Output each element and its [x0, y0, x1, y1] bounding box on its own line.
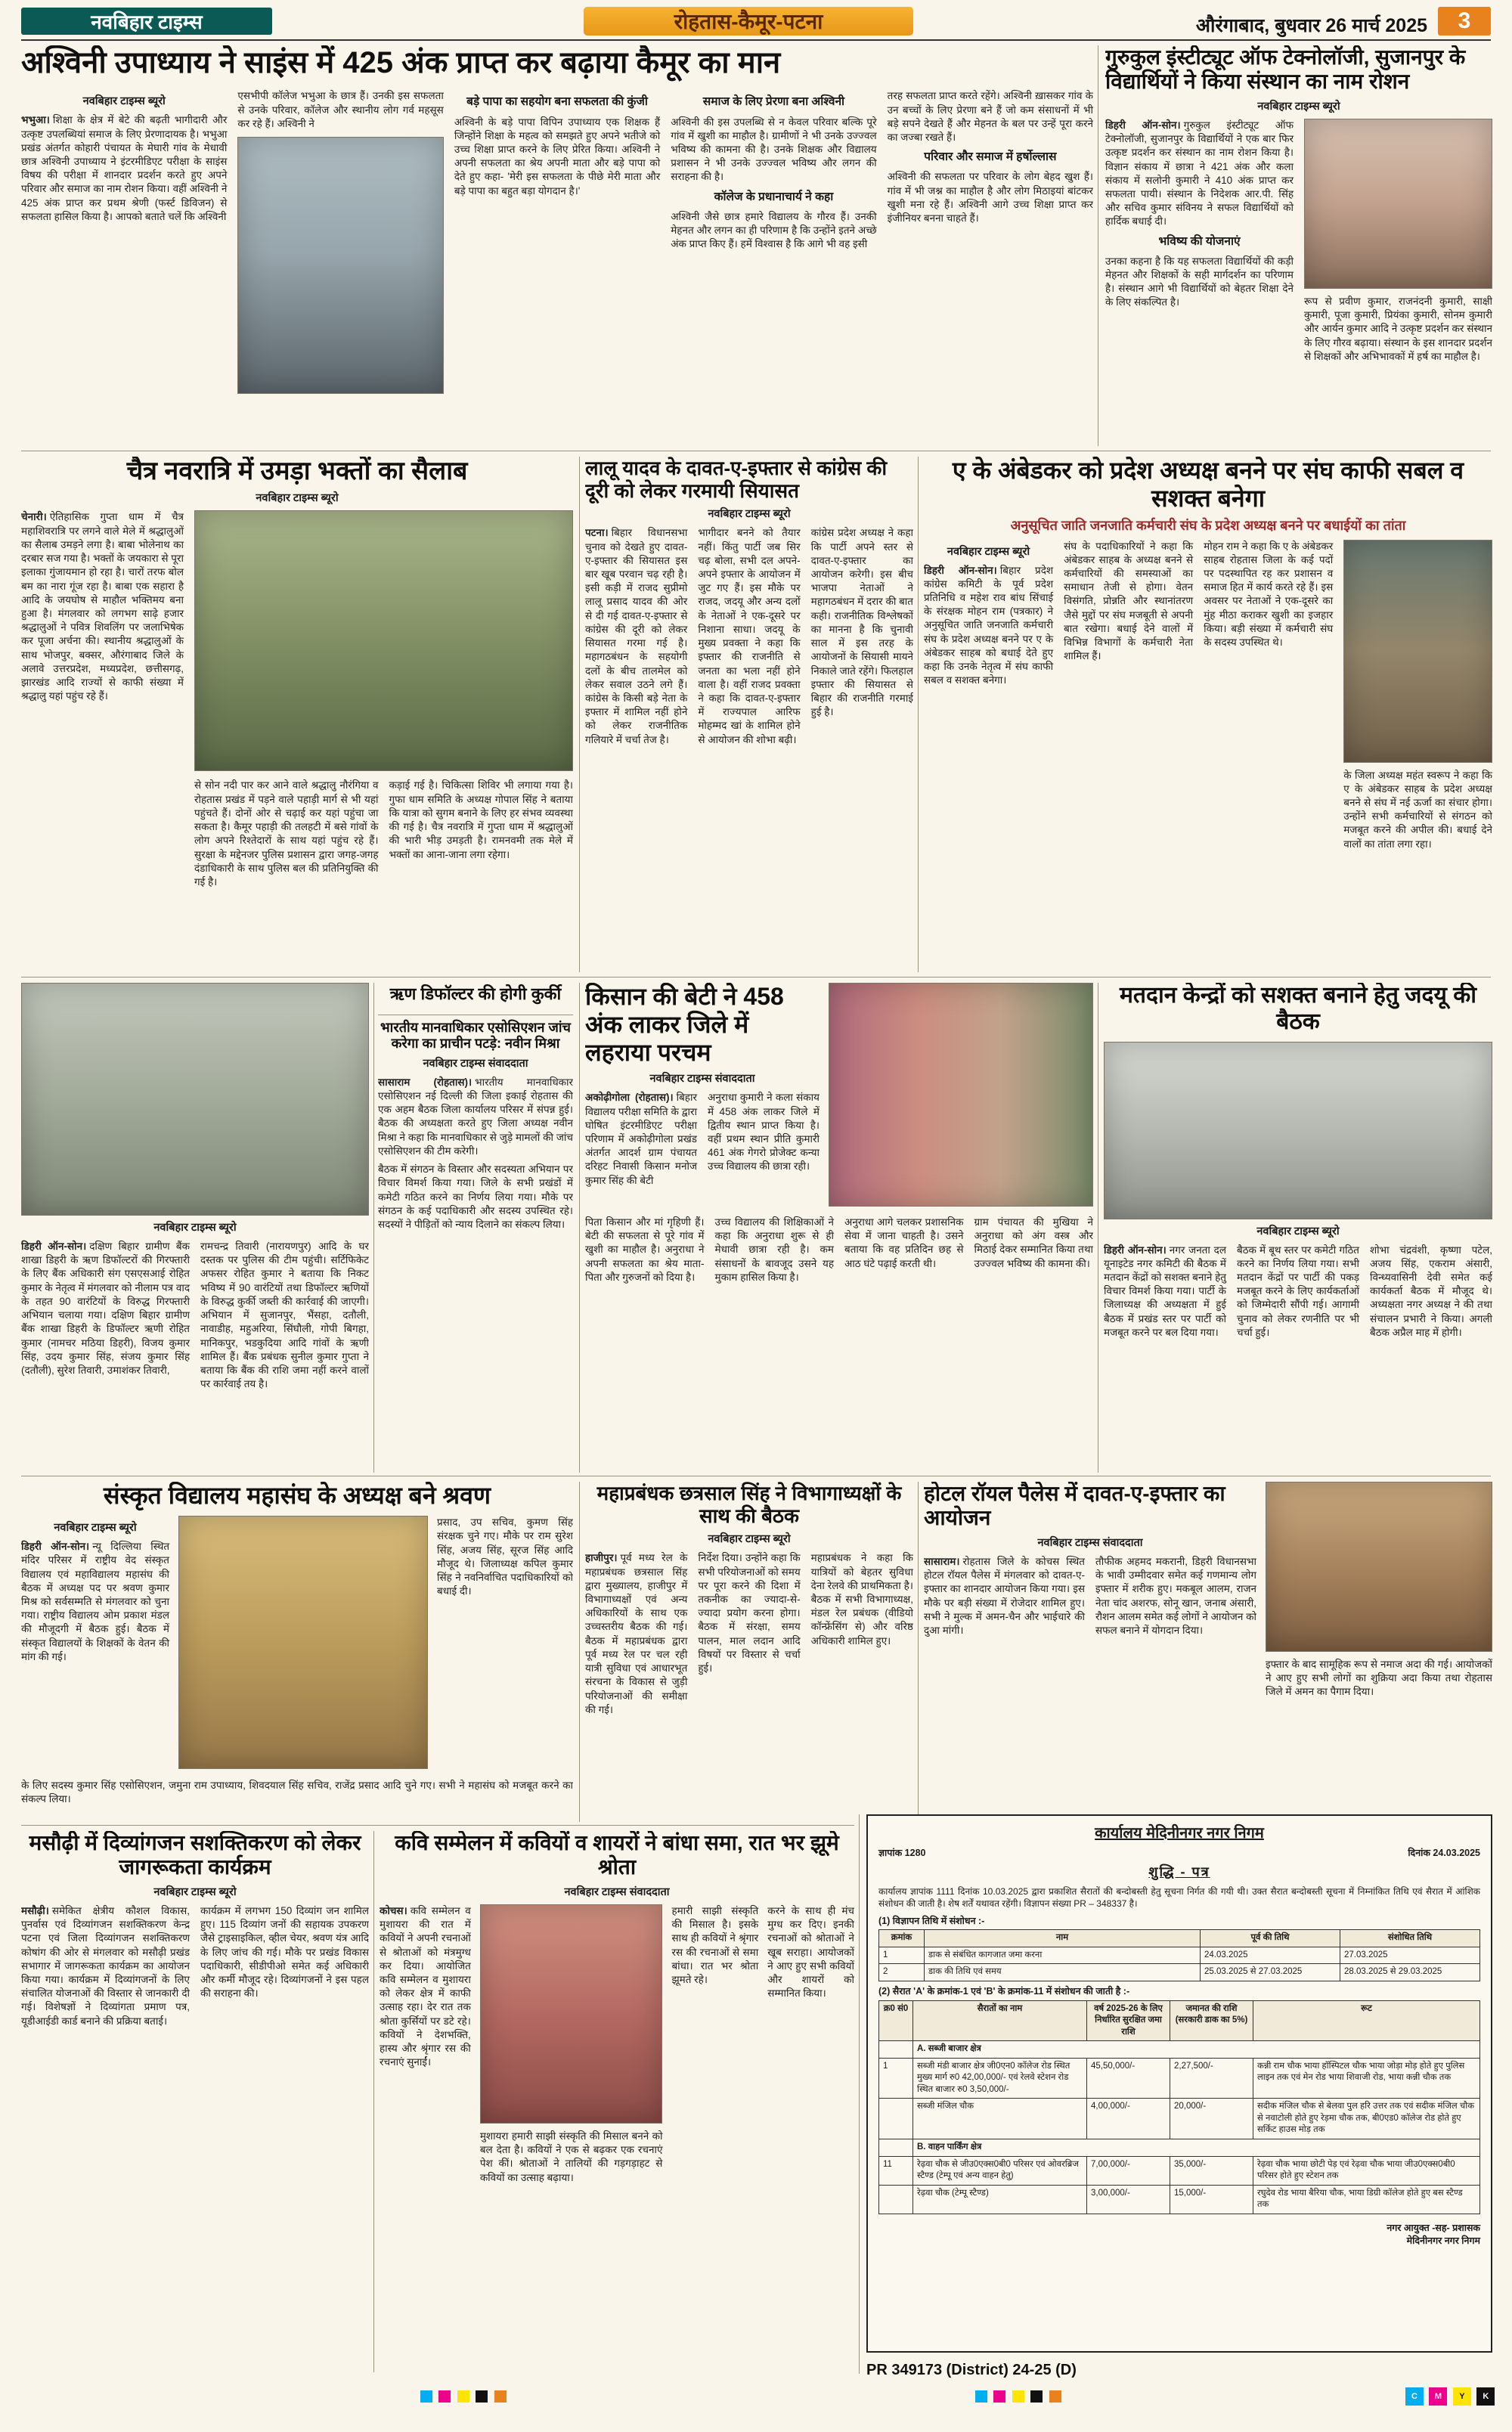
article-column — [21, 1240, 190, 1467]
table-cell: डाक से संबंधित कागजात जमा करना — [925, 1947, 1201, 1964]
region-banner: रोहतास-कैमूर-पटना — [584, 7, 913, 36]
table-cell: 3,00,000/- — [1087, 2185, 1170, 2214]
article-kavi-sammelan — [380, 1831, 854, 2372]
headline-loan-auction: ऋण डिफॉल्टर की होगी कुर्की — [389, 984, 562, 1003]
table-cell — [879, 2041, 913, 2059]
article-navratri — [21, 457, 573, 972]
cmyk-color-bar — [1403, 2387, 1495, 2406]
body-text: दक्षिण बिहार ग्रामीण बैंक शाखा डिहरी के ऋण डिफॉल्टरों की गिरफ्तारी के लिए बैंक अधिकारी संग एसएसआई रोहित कुमार के नेतृत्व में मंगलवार को नीलाम पत्र वाद के तहत 90 वारंटियों के विरुद्ध गिरफ्तारी अभियान चलाया गया। दक्षिण बिहार ग्रामीण बैंक शाखा डिहरी के डिफॉल्टर ऋणी रोहित कुमार (नामचर मठिया डिहरी), विजय कुमार सिंह, उदय कुमार सिंह, संजय कुमार सिंह (दतौली), सुरेश तिवारी, उमाशंकर तिवारी, — [21, 1241, 191, 1376]
article-column — [924, 540, 1053, 948]
body-text: रोहतास जिले के कोचस स्थित होटल रॉयल पैलेस में मंगलवार को दावत-ए-इफ्तार का शानदार आयोजन किया गया। इस मौके पर बड़ी संख्या में रोजेदार शामिल हुए। सभी ने मुल्क में अमन-चैन और भाईचारे की दुआ मांगी। — [924, 1555, 1085, 1637]
body-text: मुशायरा हमारी साझी संस्कृति की मिसाल बनने को बल देता है। कवियों ने एक से बढ़कर एक रचनाएं पेश कीं। श्रोताओं ने तालियों की गड़गड़ाहट से कवियों का उत्साह बढ़ाया। — [479, 2130, 663, 2183]
notice-memo-number: ज्ञापांक 1280 — [878, 1848, 926, 1858]
notice-intro: कार्यालय ज्ञापांक 1111 दिनांक 10.03.2025 द्वारा प्रकाशित सैरातों की बन्दोबस्ती हेतु सूचना निर्गत की गयी थी। उक्त सैरात बन्दोबस्ती सूचना में निम्नांकित तिथि एवं सैरात में आंशिक संशोधन की जाती है। शेष शर्तें यथावत रहेंगी। विज्ञापन संख्या PR – 348337 है। — [878, 1886, 1480, 1910]
table-cell: 1 — [879, 1947, 925, 1964]
article-ashwini — [21, 45, 1093, 446]
article-iftar-politics — [585, 457, 913, 972]
table-cell: सब्जी मंडी बाजार क्षेत्र जी0एन0 कॉलेज रोड स्थित मुख्य मार्ग रु0 42,00,000/- एवं रेलवे स्टेशन रोड स्थित बाजार रु0 3,50,000/- — [913, 2058, 1087, 2099]
article-column — [1064, 540, 1193, 948]
article-column — [1095, 1555, 1256, 1797]
body-text: बैठक में संगठन के विस्तार और सदस्यता अभियान पर विचार विमर्श किया गया। जिले के सभी प्रखंडों में कमेटी गठित करने का निर्णय लिया गया। मौके पर संगठन के कई पदाधिकारी और सदस्य उपस्थित रहे। सदस्यों ने पीड़ितों को न्याय दिलाने का संकल्प लिया। — [378, 1163, 573, 1230]
dateline-location: कोचस। — [380, 1904, 407, 1916]
article-column — [888, 89, 1093, 437]
table-cell: 7,00,000/- — [1087, 2156, 1170, 2185]
body-text: कवि सम्मेलन व मुशायरा की रात में कवियों ने अपनी रचनाओं से श्रोताओं को मंत्रमुग्ध कर दिया। आयोजित कवि सम्मेलन व मुशायरा को लेकर क्षेत्र में काफी उत्साह रहा। देर रात तक श्रोता कुर्सियों पर डटे रहे। कवियों ने देशभक्ति, हास्य और श्रृंगार रस की रचनाएं सुनाईं। — [380, 1904, 471, 2068]
body-text: के लिए सदस्य कुमार सिंह एसोसिएशन, जमुना राम उपाध्याय, शिवदयाल सिंह सचिव, राजेंद्र प्रसाद आदि चुने गए। सभी ने महासंघ को मजबूत करने का संकल्प लिया। — [21, 1780, 573, 1805]
table-cell: डाक की तिथि एवं समय — [925, 1964, 1201, 1981]
article-column — [1105, 119, 1294, 421]
headline: मतदान केन्द्रों को सशक्त बनाने हेतु जदयू की बैठक — [1119, 983, 1477, 1034]
byline: नवबिहार टाइम्स ब्यूरो — [947, 545, 1030, 558]
body-text: हमारी साझी संस्कृति की मिसाल है। इसके साथ ही कवियों ने श्रृंगार रस की रचनाओं से समा बांधा। रात भर श्रोता झूमते रहे। — [671, 1904, 759, 1986]
body-text: से सोन नदी पार कर आने वाले श्रद्धालु नौरंगिया व रोहतास प्रखंड में पड़ने वाले पहाड़ी मार्ग से भी यहां पहुंचते हैं। दोनों ओर से चढ़ाई कर यहां पहुंचा जा सकता है। कैमूर पहाड़ी की तलहटी में बसे गांवों के लोग अपने रिश्तेदारों के साथ यहां पहुंच रहे हैं। सुरक्षा के मद्देनजर पुलिस प्रशासन द्वारा जगह-जगह दंडाधिकारी के साथ पुलिस बल की प्रतिनियुक्ति की गई है। — [194, 779, 379, 888]
body-text: समेकित क्षेत्रीय कौशल विकास, पुनर्वास एवं दिव्यांगजन सशक्तिकरण केन्द्र पटना एवं जिला दिव्यांगजन सशक्तिकरण कोषांग की ओर से मंगलवार को मसौढ़ी प्रखंड सभागार में जागरूकता कार्यक्रम का आयोजन किया गया। कार्यक्रम में दिव्यांगजनों के लिए संचालित योजनाओं की विस्तार से जानकारी दी गई। विशेषज्ञों ने दिव्यांगता प्रमाण पत्र, यूडीआईडी कार्ड बनाने की प्रक्रिया बताई। — [21, 1904, 190, 2027]
table-cell: रेढ़वा चौक भाया छोटी पेड़ एवं रेढ़वा चौक भाया जीउ0एक्स0बी0 परिसर होते हुए स्टेशन तक — [1253, 2156, 1480, 2185]
color-mark-orange — [494, 2390, 507, 2403]
body-text: रूप से प्रवीण कुमार, राजनंदनी कुमारी, साक्षी कुमारी, पूजा कुमारी, प्रियंका कुमारी, सोनम कुमारी और आर्यन कुमार आदि ने उत्कृष्ट प्रदर्शन कर संस्थान के लिए गौरव बढ़ाया। संस्थान के इस शानदार प्रदर्शन से शिक्षकों और अभिभावकों में हर्ष का माहौल है। — [1304, 295, 1492, 362]
dateline-location: डिहरी ऑन-सोन। — [21, 1241, 87, 1252]
headline: किसान की बेटी ने 458 अंक लाकर जिले में लहराया परचम — [585, 983, 784, 1067]
headline: संस्कृत विद्यालय महासंघ के अध्यक्ष बने श्रवण — [103, 1482, 491, 1509]
cmyk-swatch-magenta: M — [1429, 2387, 1447, 2406]
article-column — [21, 510, 184, 956]
body-text: बिहार प्रदेश कांग्रेस कमिटी के पूर्व प्रदेश प्रतिनिधि व महेश राव बांध सिंचाई के संरक्षक मोहन राम (पत्रकार) ने अनुसूचित जाति जनजाति कर्मचारी संघ के प्रदेश अध्यक्ष बनने पर ए के अंबेडकर साहब को बधाई देते हुए कहा कि उनके नेतृत्व में संघ काफी सबल व सशक्त बनेगा। — [924, 564, 1054, 686]
article-column — [585, 1091, 697, 1204]
headline: भारतीय मानवाधिकार एसोसिएशन जांच करेगा का प्राचीन पटड़े: नवीन मिश्रा — [378, 1015, 573, 1052]
article-column — [1237, 1244, 1359, 1455]
article-column — [1104, 1244, 1226, 1455]
registration-marks-right — [975, 2390, 1064, 2406]
pr-registration-line: PR 349173 (District) 24-25 (D) — [866, 2362, 1077, 2378]
body-text: कार्यक्रम में लगभग 150 दिव्यांग जन शामिल हुए। 115 दिव्यांग जनों की सहायक उपकरण जैसे ट्राइसाइकिल, व्हील चेयर, श्रवण यंत्र आदि के लिए जांच की गई। मौके पर प्रखंड विकास पदाधिकारी, सीडीपीओ समेत कई अधिकारी और कर्मी मौजूद रहे। दिव्यांगजनों ने इस पहल की सराहना की। — [200, 1904, 369, 2000]
article-sanskrit — [21, 1482, 573, 1822]
header-rule — [21, 39, 1491, 41]
subheading: अनुसूचित जाति जनजाति कर्मचारी संघ के प्रदेश अध्यक्ष बनने पर बधाईयों का तांता — [1010, 518, 1406, 534]
table-cell — [879, 2139, 913, 2157]
table-cell: रेढ़वा चौक से जीउ0एक्स0बी0 परिसर एवं ओवरब्रिज स्टैण्ड (टेम्पू एवं अन्य वाहन हेतु) — [913, 2156, 1087, 2185]
article-column — [480, 1904, 663, 2335]
article-column — [811, 1551, 913, 1801]
article-column — [200, 1904, 369, 2350]
felicitation-garland-photo — [1343, 540, 1492, 763]
column-divider — [918, 457, 919, 972]
byline: नवबिहार टाइम्स ब्यूरो — [153, 1885, 237, 1898]
table-cell: रेढ़वा चौक (टेम्पू स्टैण्ड) — [913, 2185, 1087, 2214]
table-cell: 28.03.2025 से 29.03.2025 — [1340, 1964, 1480, 1981]
article-manavadhikar — [378, 1015, 573, 1473]
table-cell: सदीक मंजिल चौक से बेलवा पुल हरि उत्तर तक एवं सदीक मंजिल चौक से नवाटोली होते हुए रेड़मा चौक तक, बी0एड0 कॉलेज रोड होते हुए सर्किट हाउस मोड़ तक — [1253, 2099, 1480, 2139]
article-ambedkar — [924, 457, 1492, 972]
article-column — [767, 1904, 854, 2335]
article-loan-defaulter — [21, 983, 369, 1473]
article-column — [389, 779, 574, 953]
dateline-location: डिहरी ऑन-सोन। — [21, 1541, 90, 1553]
column-header: नाम — [925, 1930, 1201, 1947]
body-text: भागीदार बनने को तैयार नहीं। किंतु पार्टी जब सिर चढ़ बोला, सभी दल अपने-अपने इफ्तार के आयोजन में जुट गए हैं। इस मौके पर राजद, जदयू और अन्य दलों के नेताओं ने एक-दूसरे पर निशाना साधा। जदयू के मुख्य प्रवक्ता ने कहा कि इफ्तार की राजनीति से जनता का भला नहीं होने वाला है। वहीं राजद प्रवक्ता ने कहा कि दावत-ए-इफ्तार में राज्यपाल आरिफ मोहम्मद खां के शामिल होने से आयोजन की शोभा बढ़ी। — [698, 527, 801, 745]
table-cell: A. सब्जी बाजार क्षेत्र — [913, 2041, 1480, 2059]
table-cell — [879, 2099, 913, 2139]
subheading: परिवार और समाज में हर्षोल्लास — [924, 150, 1057, 164]
body-text: अनुराधा कुमारी ने कला संकाय में 458 अंक लाकर जिले में द्वितीय स्थान प्राप्त किया है। वहीं प्रथम स्थान प्रीति कुमारी 461 अंक गेगरो प्रोजेक्ट कन्या उच्च विद्यालय की छात्रा रही। — [708, 1092, 820, 1173]
article-column — [21, 1904, 190, 2350]
byline: नवबिहार टाइम्स संवाददाता — [1037, 1536, 1143, 1549]
kavi-sammelan-stage-photo — [480, 1904, 663, 2124]
column-header: संशोधित तिथि — [1340, 1930, 1480, 1947]
body-text: अश्विनी के बड़े पापा विपिन उपाध्याय एक शिक्षक हैं जिन्होंने शिक्षा के महत्व को समझते हुए अपने भतीजे को उच्च शिक्षा प्राप्त करने के लिए प्रेरित किया। अश्विनी ने अपनी सफलता का श्रेय अपनी माता और बड़े पापा को देते हुए कहा- 'मेरी इस सफलता के पीछे मेरी माता और बड़े पापा का बहुत बड़ा योगदान है।' — [454, 116, 661, 197]
body-text: प्रसाद, उप सचिव, कुमण सिंह संरक्षक चुने गए। मौके पर राम सुरेश सिंह, अजय सिंह, सूरज सिंह आदि मौजूद थे। जिलाध्यक्ष कपिल कुमार सिंह ने नवनिर्वाचित पदाधिकारियों को बधाई दी। — [437, 1517, 573, 1597]
iftar-gathering-photo — [1266, 1482, 1492, 1652]
article-jadyu-meeting — [1104, 983, 1492, 1473]
article-column — [1343, 540, 1492, 948]
color-mark-orange — [1049, 2390, 1061, 2403]
student-portrait-photo — [237, 137, 443, 394]
column-divider — [579, 983, 580, 1473]
article-column — [21, 89, 227, 437]
body-text: कड़ाई गई है। चिकित्सा शिविर भी लगाया गया है। गुफा धाम समिति के अध्यक्ष गोपाल सिंह ने बताया कि यात्रा को सुगम बनाने के लिए हर संभव व्यवस्था की गई है। चैत्र नवरात्रि में गुप्ता धाम में श्रद्धालुओं की भारी भीड़ उमड़ती है। रामनवमी तक मेले में भक्तों का आना-जाना लगा रहेगा। — [389, 779, 573, 860]
table-row — [879, 1964, 1480, 1981]
table-row — [879, 1947, 1480, 1964]
byline: नवबिहार टाइम्स ब्यूरो — [708, 1533, 791, 1546]
notice-office-title: कार्यालय मेदिनीनगर नगर निगम — [1095, 1825, 1264, 1842]
body-text: बिहार विधानसभा चुनाव को देखते हुए दावत-ए-इफ्तार की सियासत इस बार खूब परवान चढ़ रही है। इसी कड़ी में राजद सुप्रीमो लालू प्रसाद यादव की ओर से दी गई दावत-ए-इफ्तार से कांग्रेस की दूरी को लेकर सियासत गरमा गई है। महागठबंधन के सहयोगी दलों के बीच तालमेल को लेकर सवाल उठने लगे हैं। कांग्रेस के किसी बड़े नेता के इफ्तार में शामिल नहीं होने को लेकर राजनीतिक गलियारे में चर्चा तेज है। — [585, 527, 688, 745]
dateline-location: डिहरी ऑन-सोन। — [1105, 119, 1181, 131]
notice-date: दिनांक 24.03.2025 — [1408, 1848, 1480, 1858]
dateline-location: पटना। — [585, 527, 609, 539]
municipal-notice — [866, 1814, 1492, 2353]
table-cell: 4,00,000/- — [1087, 2099, 1170, 2139]
dateline-location: सासाराम। — [924, 1555, 960, 1567]
article-column — [1204, 540, 1333, 948]
table-group-row — [879, 2041, 1480, 2059]
table-cell: 1 — [879, 2058, 913, 2099]
column-header: सैरातों का नाम — [913, 2000, 1087, 2041]
column-header: रूट — [1253, 2000, 1480, 2041]
body-text: अश्विनी की इस उपलब्धि से न केवल परिवार बल्कि पूरे गांव में खुशी का माहौल है। ग्रामीणों ने भी उनके उज्ज्वल भविष्य की कामना की है। उनके शिक्षक और विद्यालय प्रशासन ने भी उनके उज्ज्वल भविष्य और लगन की सराहना की है। — [671, 116, 877, 183]
cmyk-swatch-cyan: C — [1405, 2387, 1424, 2406]
column-header: पूर्व की तिथि — [1201, 1930, 1340, 1947]
article-column — [811, 526, 913, 950]
article-gm-meeting — [585, 1482, 913, 1822]
color-mark-yellow — [457, 2390, 469, 2403]
signature-line: मेदिनीनगर नगर निगम — [1406, 2235, 1480, 2247]
body-text: शिक्षा के क्षेत्र में बेटे की बढ़ती भागीदारी और उत्कृष्ट उपलब्धियां समाज के लिए प्रेरणादायक है। भभुआ प्रखंड अंतर्गत कोहारी पंचायत के मेघारी गांव के मेधावी छात्र अश्विनी उपाध्याय ने इंटरमीडिएट परीक्षा के साइंस विषय की परीक्षा में शानदार प्रदर्शन करते हुए अपने परिवार और समाज का नाम रोशन किया। वहीं अश्विनी ने 425 अंक प्राप्त कर प्रथम श्रेणी (फर्स्ट डिविजन) से सफलता हासिल किया है। आपको बताते चलें कि अश्विनी — [21, 114, 228, 222]
article-column — [698, 1551, 800, 1801]
byline: नवबिहार टाइम्स ब्यूरो — [54, 1522, 137, 1535]
color-mark-cyan — [975, 2390, 987, 2403]
table-cell: 25.03.2025 से 27.03.2025 — [1201, 1964, 1340, 1981]
body-text: बिहार विद्यालय परीक्षा समिति के द्वारा घोषित इंटरमीडिएट परीक्षा परिणाम में अकोढ़ीगोला प्रखंड अंतर्गत आदर्श ग्राम पंचायत दरिहट निवासी किसान मनोज कुमार सिंह की बेटी — [585, 1092, 697, 1186]
body-text: तरह सफलता प्राप्त करते रहेंगे। अश्विनी ख़ासकर गांव के उन बच्चों के लिए प्रेरणा बने हैं जो कम संसाधनों में भी बड़े सपने देखते हैं और मेहनत के बल पर उन्हें पूरा करने का जज्बा रखते हैं। — [887, 90, 1093, 144]
article-column — [974, 1216, 1094, 1458]
jdu-meeting-photo — [1104, 1042, 1492, 1219]
headline: गुरुकुल इंस्टीट्यूट ऑफ टेक्नोलॉजी, सुजानपुर के विद्यार्थियों ने किया संस्थान का नाम रोशन — [1105, 45, 1466, 94]
body-text: उच्च विद्यालय की शिक्षिकाओं ने कहा कि अनुराधा शुरू से ही मेधावी छात्रा रही है। कम संसाधनों के बावजूद उसने यह मुकाम हासिल किया है। — [714, 1216, 834, 1283]
dateline-location: चेनारी। — [21, 511, 47, 523]
article-column — [585, 526, 687, 950]
column-header: क्रमांक — [879, 1930, 925, 1947]
dateline-location: डिहरी ऑन-सोन। — [924, 564, 997, 576]
table-cell: 27.03.2025 — [1340, 1947, 1480, 1964]
bank-recovery-drive-photo — [21, 983, 369, 1216]
dateline-location: भभुआ। — [21, 114, 50, 126]
table-cell: 2,27,500/- — [1170, 2058, 1253, 2099]
table-row — [879, 2156, 1480, 2185]
body-text: इफ्तार के बाद सामूहिक रूप से नमाज अदा की गई। आयोजकों ने आए हुए सभी लोगों का शुक्रिया अदा किया तथा रोहतास जिले में अमन का पैगाम दिया। — [1266, 1659, 1492, 1698]
body-text: भारतीय मानवाधिकार एसोसिएशन नई दिल्ली की जिला इकाई रोहतास की एक अहम बैठक जिला कार्यालय परिसर में संपन्न हुई। बैठक की अध्यक्षता करते हुए जिला अध्यक्ष नवीन मिश्रा ने कहा कि मानवाधिकार से जुड़े मामलों की जांच एसोसिएशन की टीम करेगी। — [378, 1076, 573, 1157]
byline: नवबिहार टाइम्स संवाददाता — [564, 1885, 670, 1898]
body-text: न्यू दिल्लिया स्थित मंदिर परिसर में राष्ट्रीय वेद संस्कृत विद्यालय एवं महाविद्यालय महासंघ की बैठक में अध्यक्ष पद पर श्रवण कुमार मिश्र को सर्वसम्मति से मंगलवार को चुना गया। राष्ट्रीय विद्यालय ओम प्रकाश मंडल की मौजूदगी में बैठक हुई। बैठक में संस्कृत विद्यालयों के शिक्षकों के वेतन की मांग की गई। — [21, 1541, 170, 1662]
table-cell: 45,50,000/- — [1087, 2058, 1170, 2099]
dateline-location: अकोढ़ीगोला (रोहतास)। — [585, 1092, 674, 1104]
body-text: अश्विनी की सफलता पर परिवार के लोग बेहद खुश हैं। गांव में भी जश्न का माहौल है और लोग मिठाइयां बांटकर खुशी मना रहे हैं। अश्विनी आगे उच्च शिक्षा प्राप्त कर इंजीनियर बनना चाहते हैं। — [887, 171, 1093, 225]
column-header: क्र0 सं0 — [879, 2000, 913, 2041]
body-text: ग्राम पंचायत की मुखिया ने अनुराधा को अंग वस्त्र और मिठाई देकर सम्मानित किया तथा उज्ज्वल भविष्य की कामना की। — [974, 1216, 1093, 1269]
column-divider — [579, 1482, 580, 1822]
article-kisan-beti — [585, 983, 1093, 1473]
masthead: नवबिहार टाइम्स — [21, 8, 272, 35]
table-cell: कन्नी राम चौक भाया हॉस्पिटल चौक भाया जोड़ा मोड़ होते हुए पुलिस लाइन तक एवं मेन रोड भाया शिवाजी रोड, भाया कन्नी चौक तक — [1253, 2058, 1480, 2099]
body-text: अनुराधा आगे चलकर प्रशासनिक सेवा में जाना चाहती है। उसने बताया कि वह प्रतिदिन छह से आठ घंटे पढ़ाई करती थी। — [844, 1216, 964, 1269]
page-dateline: औरंगाबाद, बुधवार 26 मार्च 2025 — [1195, 15, 1427, 36]
table-cell: रघुदेव रोड भाया बैरिया चौक, भाया डिग्री कॉलेज होते हुए बस स्टैण्ड तक — [1253, 2185, 1480, 2214]
body-text: कांग्रेस प्रदेश अध्यक्ष ने कहा कि पार्टी अपने स्तर से दावत-ए-इफ्तार का आयोजन करेगी। इस बीच भाजपा नेताओं ने महागठबंधन में दरार की बात कही। राजनीतिक विश्लेषकों का मानना है कि चुनावी साल में इस तरह के आयोजनों के सियासी मायने निकाले जाते रहेंगे। फिलहाल इफ्तार की सियासत से बिहार की राजनीति गरमाई हुई है। — [810, 527, 913, 718]
notice-title: शुद्धि - पत्र — [1148, 1864, 1210, 1879]
dateline-location: सासाराम (रोहतास)। — [378, 1076, 472, 1088]
column-divider — [918, 1482, 919, 1822]
headline: महाप्रबंधक छत्रसाल सिंह ने विभागाध्यक्षों के साथ की बैठक — [596, 1482, 902, 1528]
body-text: पिता किसान और मां गृहिणी हैं। बेटी की सफलता से पूरे गांव में खुशी का माहौल है। अनुराधा ने अपनी सफलता का श्रेय माता-पिता और गुरुजनों को दिया है। — [585, 1216, 705, 1283]
table-cell — [879, 2185, 913, 2214]
subheading: समाज के लिए प्रेरणा बना अश्विनी — [702, 95, 845, 109]
girl-student-portrait-photo — [1304, 119, 1492, 289]
byline: नवबिहार टाइम्स ब्यूरो — [153, 1222, 237, 1234]
body-text: गुरुकुल इंस्टीट्यूट ऑफ टेक्नोलॉजी, सुजानपुर के विद्यार्थियों ने एक बार फिर उत्कृष्ट प्रदर्शन कर संस्थान का नाम रोशन किया है। विज्ञान संकाय में छात्रा ने 421 अंक और कला संकाय में सलोनी कुमारी ने 410 अंक प्राप्त कर सफलता पायी। संस्थान के निदेशक आर.पी. सिंह और सचिव कुमार संविनय ने सफल विद्यार्थियों को हार्दिक बधाई दी। — [1105, 119, 1294, 228]
body-text: मोहन राम ने कहा कि ए के अंबेडकर साहब रोहतास जिला के कई पदों पर पदस्थापित रह कर प्रशासन व समाज हित में कार्य करते रहे हैं। इस अवसर पर नेताओं ने एक-दूसरे का मुंह मीठा कराकर खुशी का इजहार किया। बड़ी संख्या में कर्मचारी संघ के सदस्य उपस्थित थे। — [1204, 540, 1334, 649]
table-row — [879, 2099, 1480, 2139]
body-text: महाप्रबंधक ने कहा कि यात्रियों को बेहतर सुविधा देना रेलवे की प्राथमिकता है। बैठक में सभी विभागाध्यक्ष, मंडल रेल प्रबंधक (वीडियो कॉन्फ्रेंसिंग से) और वरिष्ठ अधिकारी शामिल हुए। — [810, 1552, 913, 1647]
dateline-location: मसौढ़ी। — [21, 1904, 49, 1916]
body-text: पूर्व मध्य रेल के महाप्रबंधक छत्रसाल सिंह द्वारा मुख्यालय, हाजीपुर में विभागाध्यक्षों एवं अन्य अधिकारियों के साथ एक उच्चस्तरीय बैठक की गई। बैठक में महाप्रबंधक द्वारा पूर्व मध्य रेल पर चल रही यात्री सुविधा एवं आधारभूत संरचना के विकास से जुड़ी परियोजनाओं की समीक्षा की गई। — [585, 1552, 688, 1715]
body-text: अश्विनी जैसे छात्र हमारे विद्यालय के गौरव हैं। उनकी मेहनत और लगन का ही परिणाम है कि उन्होंने इतने अच्छे अंक प्राप्त किए हैं। हमें विश्वास है कि आगे भी वह इसी — [671, 210, 877, 250]
article-column — [194, 779, 379, 953]
section-divider — [21, 1825, 854, 1826]
signature-line: नगर आयुक्त -सह- प्रशासक — [1387, 2222, 1480, 2233]
table-cell: 20,000/- — [1170, 2099, 1253, 2139]
mahasangh-felicitation-photo — [178, 1516, 428, 1769]
body-text: करने के साथ ही मंच मुग्ध कर दिए। इनकी रचनाओं को श्रोताओं ने खूब सराहा। आयोजकों ने आए हुए सभी कवियों और शायरों को सम्मानित किया। — [767, 1904, 854, 2000]
byline: नवबिहार टाइम्स ब्यूरो — [1256, 1225, 1340, 1238]
byline: नवबिहार टाइम्स ब्यूरो — [1257, 100, 1340, 113]
notice-section-1-label: (1) विज्ञापन तिथि में संशोधन :- — [878, 1915, 985, 1926]
table-row — [879, 2058, 1480, 2099]
byline: नवबिहार टाइम्स ब्यूरो — [256, 492, 339, 505]
table-cell: सब्जी मंजिल चौक — [913, 2099, 1087, 2139]
body-text: ऐतिहासिक गुप्ता धाम में चैत्र महाशिवरात्रि पर लगने वाले मेले में श्रद्धालुओं का सैलाब उमड़ने लगा है। बाबा भोलेनाथ का दरबार सज गया है। भक्तों के जयकारा से पूरा इलाका गुंजायमान हो रहा है। चारों तरफ बोल बम का नारा गूंज रहा है। बाबा एक सहारा है आदि के जयघोष से माहौल भक्तिमय बना हुआ है। मंगलवार को लगभग साढ़े हजार श्रद्धालुओं ने पवित्र शिवलिंग पर जलाभिषेक कर पूजा अर्चना की। स्थानीय श्रद्धालुओं के साथ भोजपुर, बक्सर, औरंगाबाद जिले के अलावे उत्तरप्रदेश, मध्यप्रदेश, छत्तीसगढ़, झारखंड आदि राज्यों से काफी संख्या में श्रद्धालु यहां पहुंच रहे हैं। — [21, 511, 184, 702]
column-divider — [373, 983, 374, 1473]
headline: ए के अंबेडकर को प्रदेश अध्यक्ष बनने पर संघ काफी सबल व सशक्त बनेगा — [952, 457, 1464, 513]
table-cell: B. वाहन पार्किंग क्षेत्र — [913, 2139, 1480, 2157]
byline: नवबिहार टाइम्स संवाददाता — [423, 1057, 528, 1070]
registration-marks-left — [420, 2390, 510, 2406]
article-column — [1304, 119, 1492, 421]
table-cell: 35,000/- — [1170, 2156, 1253, 2185]
article-column — [715, 1216, 835, 1458]
table-cell: 2 — [879, 1964, 925, 1981]
column-divider — [859, 1814, 860, 2374]
notice-signature — [878, 2222, 1480, 2248]
article-column — [437, 1516, 573, 1773]
byline: नवबिहार टाइम्स ब्यूरो — [708, 508, 791, 521]
headline: अश्विनी उपाध्याय ने साइंस में 425 अंक प्राप्त कर बढ़ाया कैमूर का मान — [21, 46, 781, 79]
headline: चैत्र नवरात्रि में उमड़ा भक्तों का सैलाब — [126, 457, 468, 485]
color-mark-cyan — [420, 2390, 432, 2403]
column-header: वर्ष 2025-26 के लिए निर्धारित सुरक्षित जमा राशि — [1087, 2000, 1170, 2041]
color-mark-yellow — [1012, 2390, 1024, 2403]
body-text: शोभा चंद्रवंशी, कृष्णा पटेल, अजय सिंह, एकराम अंसारी, विन्ध्यवासिनी देवी समेत कई कार्यकर्ता बैठक में मौजूद थे। अध्यक्षता नगर अध्यक्ष ने की तथा संचालन प्रभारी ने किया। अगली बैठक अप्रैल माह में होगी। — [1370, 1244, 1492, 1338]
article-hotel-iftar — [924, 1482, 1492, 1822]
table-cell: 24.03.2025 — [1201, 1947, 1340, 1964]
table-cell: 15,000/- — [1170, 2185, 1253, 2214]
headline: कवि सम्मेलन में कवियों व शायरों ने बांधा समा, रात भर झूमे श्रोता — [395, 1831, 839, 1879]
cmyk-swatch-yellow: Y — [1453, 2387, 1471, 2406]
article-column — [671, 89, 876, 437]
color-mark-black — [476, 2390, 488, 2403]
body-text: रामचन्द्र तिवारी (नारायणपुर) आदि के घर दस्तक पर पुलिस की टीम पहुंची। सर्टिफिकेट अफसर रोहित कुमार ने बताया कि निकट भविष्य में 90 वारंटियों तथा डिफॉल्टर ऋणियों के विरुद्ध कुर्की जब्ती की कार्रवाई की जाएगी। अभियान में सुजानपुर, भैंसहा, दतौली, नावाडीह, महुअरिया, सिंघौली, गोपी बिगहा, मानिकपुर, भडकुदिया आदि गांवों के ऋणी शामिल हैं। बैंक प्रबंधक सुनील कुमार गुप्ता ने बताया कि बैंक की राशि जमा नहीं करने वालों पर कार्रवाई तय है। — [200, 1241, 369, 1390]
headline: मसौढ़ी में दिव्यांगजन सशक्तिकरण को लेकर जागरूकता कार्यक्रम — [29, 1831, 361, 1879]
column-header: जमानत की राशि (सरकारी डाक का 5%) — [1170, 2000, 1253, 2041]
cmyk-swatch-black: K — [1476, 2387, 1495, 2406]
body-text: तौफीक अहमद मकरानी, डिहरी विधानसभा के भावी उम्मीदवार समेत कई गणमान्य लोग इफ्तार में शरीक हुए। मकबूल आलम, राजन नेता चांद अशरफ, सोनू खान, जनाब अंसारी, रौशन आलम समेत कई लोगों ने आयोजन को सफल बनाने में योगदान दिया। — [1095, 1555, 1256, 1637]
color-mark-magenta — [438, 2390, 451, 2403]
body-text: संघ के पदाधिकारियों ने कहा कि अंबेडकर साहब के अध्यक्ष बनने से कर्मचारियों की समस्याओं का समाधान तेजी से होगा। वेतन विसंगति, प्रोन्नति और स्थानांतरण जैसे मुद्दों पर संघ मजबूती से अपनी बात रखेगा। बधाई देने वालों में विभिन्न विभागों के कर्मचारी नेता शामिल हैं। — [1064, 540, 1194, 662]
article-masaudhi — [21, 1831, 369, 2372]
article-column — [585, 1551, 687, 1801]
article-column — [200, 1240, 369, 1467]
notice-table-1 — [878, 1929, 1480, 1981]
headline: होटल रॉयल पैलेस में दावत-ए-इफ्तार का आयोजन — [924, 1482, 1225, 1530]
notice-section-2-label: (2) सैरात 'A' के क्रमांक-1 एवं 'B' के क्रमांक-11 में संशोधन की जाती है :- — [878, 1985, 1130, 1997]
article-column — [1266, 1482, 1492, 1822]
article-gurukul — [1105, 45, 1492, 446]
gupta-dham-mela-photo — [194, 510, 573, 771]
color-mark-black — [1030, 2390, 1043, 2403]
article-column — [1370, 1244, 1492, 1455]
article-column — [698, 526, 800, 950]
article-column — [585, 1216, 705, 1458]
body-text: नगर जनता दल यूनाइटेड नगर कमिटी की बैठक में मतदान केंद्रों को सशक्त बनाने हेतु विचार विमर्श किया गया। पार्टी के जिलाध्यक्ष की अध्यक्षता में हुई बैठक में प्रखंड स्तर पर पार्टी को मजबूत करने पर बल दिया गया। — [1104, 1244, 1227, 1338]
dateline-location: डिहरी ऑन-सोन। — [1104, 1244, 1167, 1256]
article-column — [380, 1904, 471, 2335]
topper-girls-photo — [829, 983, 1093, 1207]
column-divider — [373, 1831, 374, 2372]
body-text: एसभीपी कॉलेज भभुआ के छात्र हैं। उनकी इस सफलता से उनके परिवार, कॉलेज और स्थानीय लोग गर्व महसूस कर रहे हैं। अश्विनी ने — [237, 90, 444, 129]
article-column — [454, 89, 660, 437]
article-column — [237, 89, 443, 437]
article-column — [671, 1904, 758, 2335]
color-mark-magenta — [993, 2390, 1005, 2403]
notice-table-2 — [878, 2000, 1480, 2214]
body-text: के जिला अध्यक्ष महंत स्वरूप ने कहा कि ए के अंबेडकर साहब के प्रदेश अध्यक्ष बनने से संघ में नई ऊर्जा का संचार होगा। उन्होंने सभी कर्मचारियों से संगठन को मजबूत करने की अपील की। बधाई देने वालों का तांता लगा रहा। — [1343, 769, 1492, 850]
article-column — [708, 1091, 820, 1204]
page-number: 3 — [1438, 7, 1491, 36]
body-text: निर्देश दिया। उन्होंने कहा कि सभी परियोजनाओं को समय पर पूरा करने की दिशा में तकनीक का ज्यादा-से-ज्यादा प्रयोग करना होगा। बैठक में संरक्षा, समय पालन, माल लदान आदि विषयों पर विस्तार से चर्चा हुई। — [698, 1552, 801, 1675]
column-divider — [579, 457, 580, 972]
table-group-row — [879, 2139, 1480, 2157]
byline: नवबिहार टाइम्स संवाददाता — [649, 1073, 755, 1086]
table-row — [879, 2185, 1480, 2214]
byline: नवबिहार टाइम्स ब्यूरो — [82, 95, 166, 108]
subheading: कॉलेज के प्रधानाचार्य ने कहा — [714, 190, 834, 203]
body-text: बैठक में बूथ स्तर पर कमेटी गठित करने का निर्णय लिया गया। सभी मतदान केंद्रों पर पार्टी की पकड़ मजबूत करने के लिए कार्यकर्ताओं को जिम्मेदारी सौंपी गई। आगामी चुनाव को लेकर रणनीति पर भी चर्चा हुई। — [1237, 1244, 1359, 1338]
table-cell: 11 — [879, 2156, 913, 2185]
subheading: बड़े पापा का सहयोग बना सफलता की कुंजी — [466, 95, 648, 109]
subheading: भविष्य की योजनाएं — [1158, 234, 1241, 248]
article-column — [844, 1216, 964, 1458]
headline: लालू यादव के दावत-ए-इफ्तार से कांग्रेस की दूरी को लेकर गरमायी सियासत — [585, 457, 888, 503]
article-column — [21, 1516, 169, 1773]
body-text: उनका कहना है कि यह सफलता विद्यार्थियों की कड़ी मेहनत और शिक्षकों के सही मार्गदर्शन का परिणाम है। संस्थान आगे भी विद्यार्थियों को बेहतर शिक्षा देने के लिए संकल्पित है। — [1105, 255, 1294, 308]
dateline-location: हाजीपुर। — [585, 1552, 618, 1564]
article-column — [924, 1555, 1085, 1797]
